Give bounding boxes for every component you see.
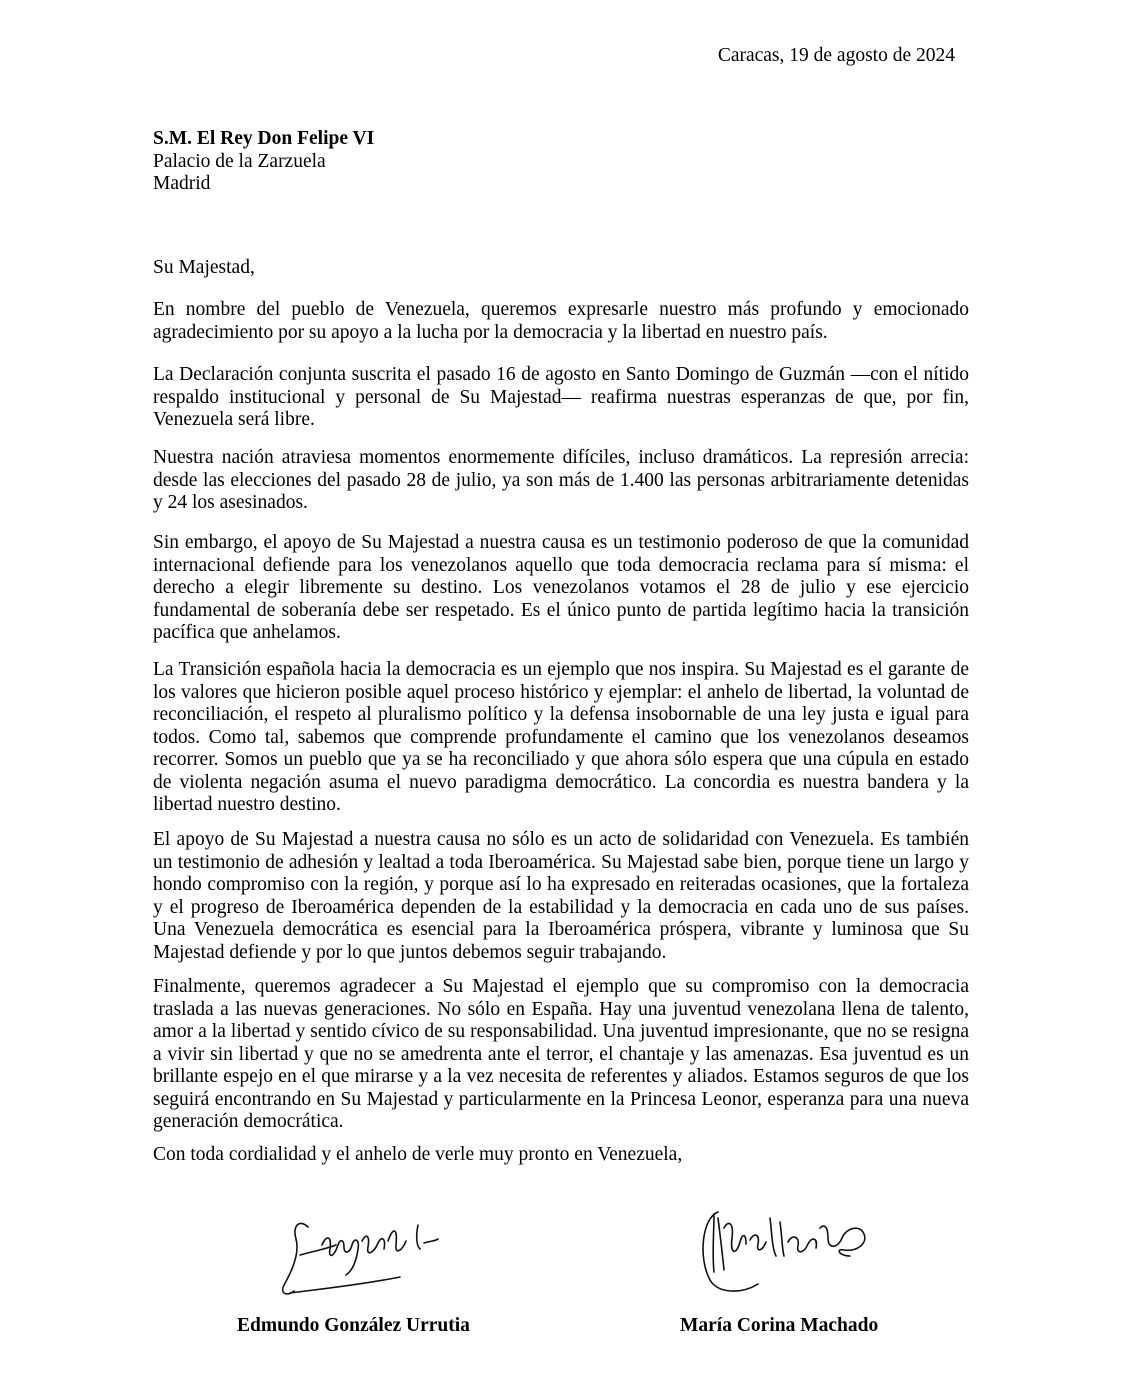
recipient-city: Madrid [153,173,211,194]
paragraph: Nuestra nación atraviesa momentos enormemente difíciles, incluso dramáticos. La represión arrecia: desde las elecciones del pasado 28 de julio, ya son más de 1.400 las personas arbitrariamente detenidas y 24 los asesinados. [153,447,969,513]
paragraph: Sin embargo, el apoyo de Su Majestad a nuestra causa es un testimonio poderoso de que la comunidad internacional defiende para los venezolanos aquello que toda democracia reclama para sí misma: el derecho a elegir libremente su destino. Los venezolanos votamos el 28 de julio y ese ejercicio fundamental de soberanía debe ser respetado. Es el único punto de partida legítimo hacia la transición pacífica que anhelamos. [153,532,969,643]
paragraph: Finalmente, queremos agradecer a Su Majestad el ejemplo que su compromiso con la democracia traslada a las nuevas generaciones. No sólo en España. Hay una juventud venezolana llena de talento, amor a la libertad y sentido cívico de su responsabilidad. Una juventud impresionante, que no se resigna a vivir sin libertad y que no se amedrenta ante el terror, el chantaje y las amenazas. Esa juventud es un brillante espejo en el que mirarse y a la vez necesita de referentes y aliados. Estamos seguros de que los seguirá encontrando en Su Majestad y particularmente en la Princesa Leonor, esperanza para una nueva generación democrática. [153,976,969,1132]
signature-gonzalez-icon [270,1205,450,1300]
recipient-block [153,128,374,196]
paragraph: La Transición española hacia la democracia es un ejemplo que nos inspira. Su Majestad es el garante de los valores que hicieron posible aquel proceso histórico y ejemplar: el anhelo de libertad, la voluntad de reconciliación, el respeto al pluralismo político y la defensa insobornable de una ley justa e igual para todos. Como tal, sabemos que comprende profundamente el camino que los venezolanos deseamos recorrer. Somos un pueblo que ya se ha reconciliado y que ahora sólo espera que una cúpula en estado de violenta negación asuma el nuevo paradigma democrático. La concordia es nuestra bandera y la libertad nuestro destino. [153,659,969,815]
recipient-name: S.M. El Rey Don Felipe VI [153,128,375,149]
signature-machado-icon [688,1198,878,1298]
paragraph: El apoyo de Su Majestad a nuestra causa no sólo es un acto de solidaridad con Venezuela. Es también un testimonio de adhesión y lealtad a toda Iberoamérica. Su Majestad sabe bien, porque tiene un largo y hondo compromiso con la región, y porque así lo ha expresado en reiteradas ocasiones, que la fortaleza y el progreso de Iberoamérica dependen de la estabilidad y la democracia en cada uno de sus países. Una Venezuela democrática es esencial para la Iberoamérica próspera, vibrante y luminosa que Su Majestad defiende y por lo que juntos debemos seguir trabajando. [153,829,969,963]
paragraph: La Declaración conjunta suscrita el pasado 16 de agosto en Santo Domingo de Guzmán —con el nítido respaldo institucional y personal de Su Majestad— reafirma nuestras esperanzas de que, por fin, Venezuela será libre. [153,364,969,430]
recipient-place: Palacio de la Zarzuela [153,150,326,172]
signatory-name: María Corina Machado [680,1315,879,1336]
paragraph: En nombre del pueblo de Venezuela, queremos expresarle nuestro más profundo y emocionado agradecimiento por su apoyo a la lucha por la democracia y la libertad en nuestro país. [153,299,969,343]
salutation: Su Majestad, [153,257,255,278]
letter-date: Caracas, 19 de agosto de 2024 [717,45,955,66]
closing-line: Con toda cordialidad y el anhelo de verle muy pronto en Venezuela, [153,1144,683,1165]
signatory-name: Edmundo González Urrutia [237,1315,470,1336]
